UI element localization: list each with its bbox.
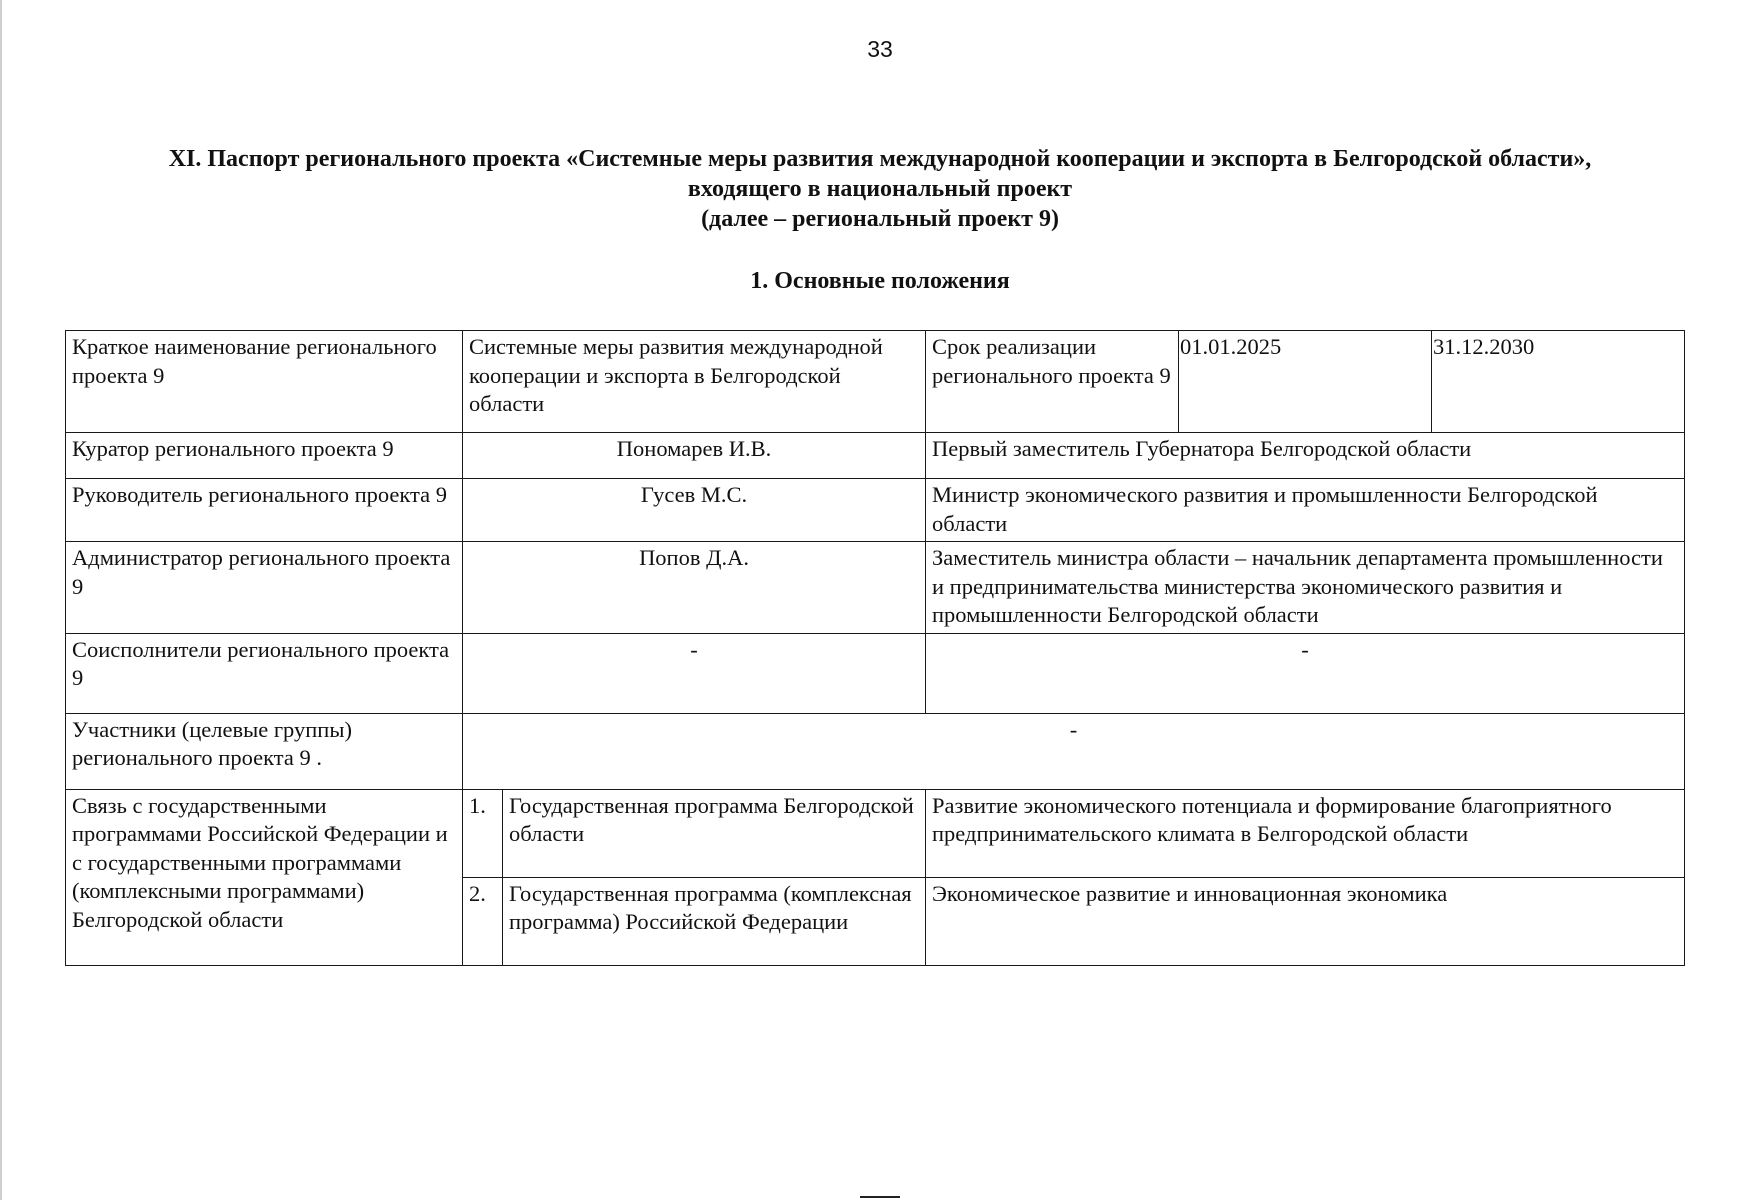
table-row-link-1 (66, 789, 1685, 877)
curator-label: Куратор регионального проекта 9 (66, 433, 463, 479)
table-row-short-name (66, 331, 1685, 433)
page-number: 33 (867, 36, 893, 62)
link-program-type: Государственная программа Белгородской области (503, 789, 926, 877)
short-name-value: Системные меры развития международной кооперации и экспорта в Белгородской области (463, 331, 926, 433)
coexec-name: - (463, 633, 926, 713)
link-number: 1. (463, 789, 503, 877)
admin-name: Попов Д.А. (463, 542, 926, 634)
coexec-label: Соисполнители регионального проекта 9 (66, 633, 463, 713)
participants-label: Участники (целевые группы) регионального проекта 9 . (66, 713, 463, 789)
admin-position: Заместитель министра области – начальник департамента промышленности и предпринимательства министерства экономического развития и промышленности Белгородской области (926, 542, 1685, 634)
table-row-coexecutors (66, 633, 1685, 713)
passport-table (65, 330, 1685, 966)
section-title: 1. Основные положения (750, 268, 1010, 294)
head-label: Руководитель регионального проекта 9 (66, 479, 463, 542)
table-row-head (66, 479, 1685, 542)
heading-line-2: входящего в национальный проект (687, 176, 1073, 202)
table-row-participants (66, 713, 1685, 789)
heading-line-1: XI. Паспорт регионального проекта «Системные меры развития международной кооперации и экспорта в Белгородской области», (168, 146, 1592, 172)
link-program-type: Государственная программа (комплексная программа) Российской Федерации (503, 877, 926, 965)
term-label: Срок реализации регионального проекта 9 (926, 331, 1179, 433)
link-program-name: Экономическое развитие и инновационная экономика (926, 877, 1685, 965)
scan-edge (0, 0, 2, 1200)
page-bottom-mark (860, 1196, 900, 1198)
links-label: Связь с государственными программами Российской Федерации и с государственными программами (комплексными программами) Белгородской области (66, 789, 463, 965)
table-row-admin (66, 542, 1685, 634)
participants-value: - (463, 713, 1685, 789)
short-name-label: Краткое наименование регионального проекта 9 (66, 331, 463, 433)
link-number: 2. (463, 877, 503, 965)
head-name: Гусев М.С. (463, 479, 926, 542)
curator-position: Первый заместитель Губернатора Белгородской области (926, 433, 1685, 479)
admin-label: Администратор регионального проекта 9 (66, 542, 463, 634)
document-heading (40, 144, 1720, 234)
heading-line-3: (далее – региональный проект 9) (701, 206, 1059, 232)
coexec-position: - (926, 633, 1685, 713)
table-row-curator (66, 433, 1685, 479)
term-start: 01.01.2025 (1179, 331, 1432, 433)
term-end: 31.12.2030 (1432, 331, 1685, 433)
curator-name: Пономарев И.В. (463, 433, 926, 479)
link-program-name: Развитие экономического потенциала и формирование благоприятного предпринимательского климата в Белгородской области (926, 789, 1685, 877)
head-position: Министр экономического развития и промышленности Белгородской области (926, 479, 1685, 542)
